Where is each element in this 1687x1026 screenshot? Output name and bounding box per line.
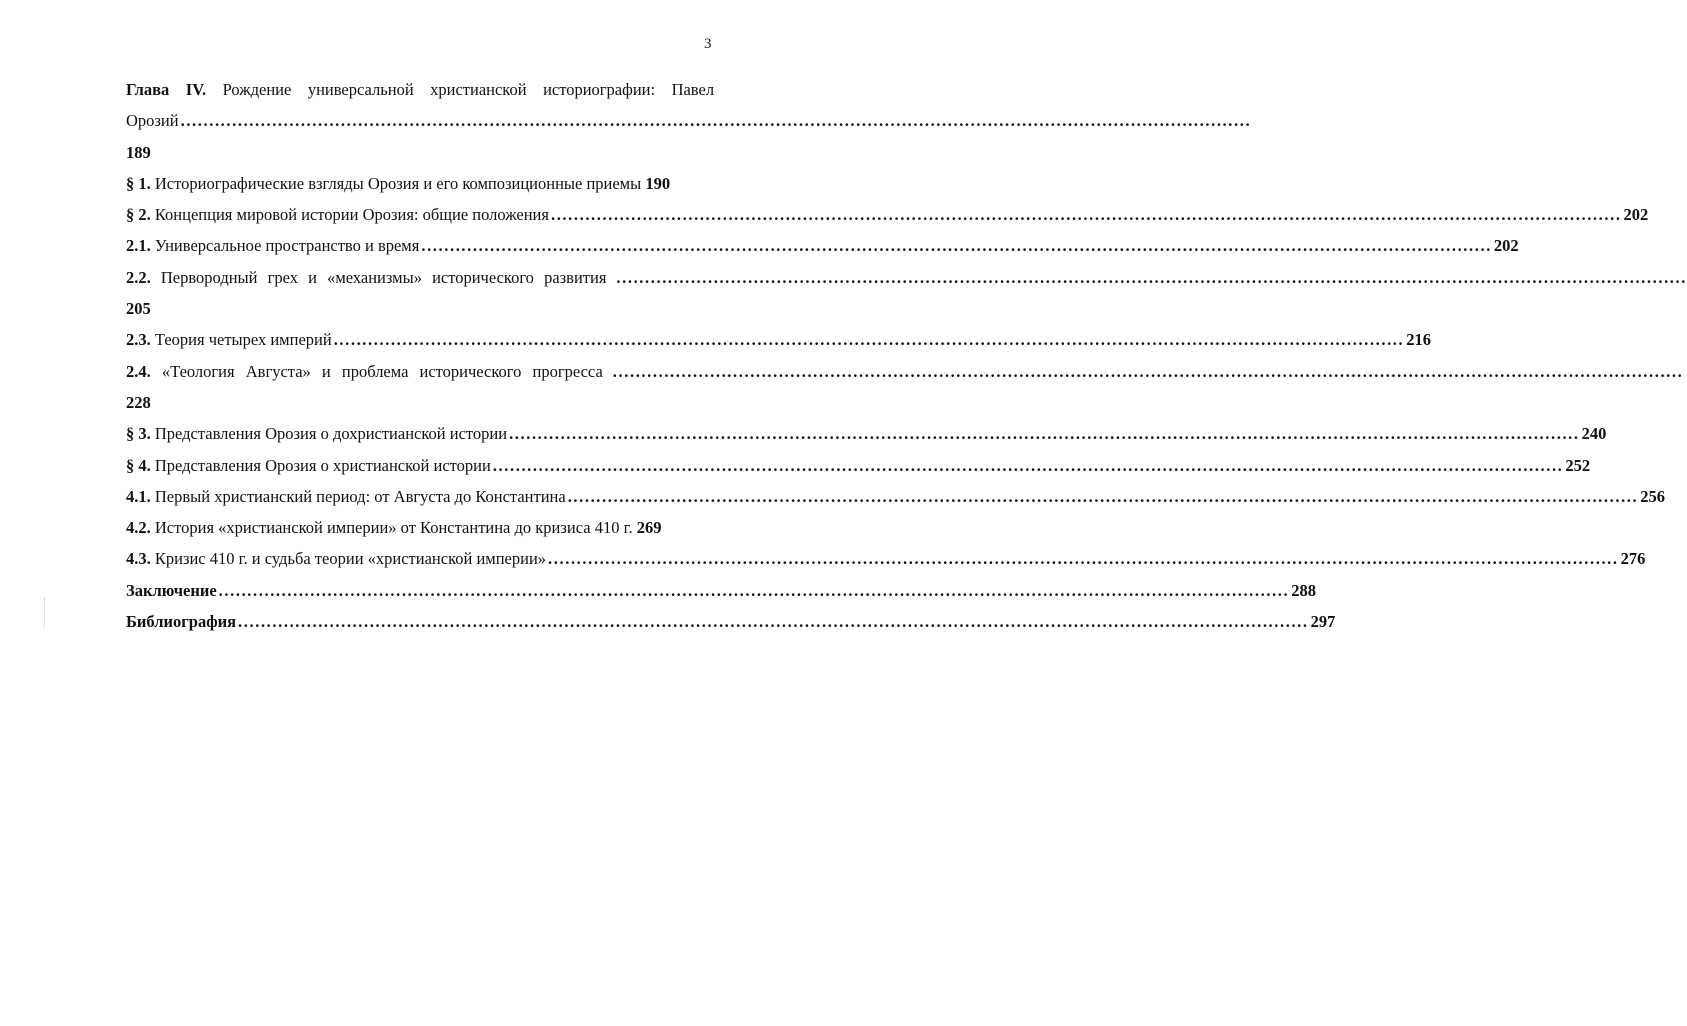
entry-number: § 2. <box>126 205 151 225</box>
entry-number: 2.2. <box>126 267 151 287</box>
toc-entry[interactable] <box>126 481 1666 512</box>
entry-page: 190 <box>645 173 671 193</box>
table-of-contents <box>126 74 1687 637</box>
toc-entry[interactable] <box>126 543 1646 574</box>
entry-number: 4.3. <box>126 549 151 569</box>
entry-title: История «христианской империи» от Константина до кризиса 410 г. <box>154 518 633 538</box>
leader-dots: ........................................................................................................................................................................................... <box>238 612 1309 632</box>
chapter-label: Глава IV. <box>126 80 207 99</box>
chapter-title-line <box>126 74 714 105</box>
entry-word: проблема <box>341 361 409 381</box>
scan-speck <box>44 598 46 628</box>
toc-entry-conclusion[interactable] <box>126 575 1316 606</box>
entry-number: 2.1. <box>126 236 151 256</box>
entry-number: § 4. <box>126 455 151 475</box>
entry-number: § 3. <box>126 424 151 444</box>
toc-entry[interactable] <box>126 262 1687 293</box>
chapter-word: Павел <box>671 80 715 99</box>
leader-dots: ........................................................................................................................................................................................... <box>421 236 1492 256</box>
entry-word: Августа» <box>245 361 311 381</box>
entry-number: § 1. <box>126 173 151 193</box>
chapter-word: Орозий <box>126 111 179 131</box>
entry-title: Первый христианский период: от Августа до Константина <box>154 486 566 506</box>
toc-entry[interactable] <box>126 168 714 199</box>
entry-title: Кризис 410 г. и судьба теории «христианской империи» <box>154 549 547 569</box>
toc-entry[interactable] <box>126 199 1649 230</box>
toc-entry-bibliography[interactable] <box>126 606 1336 637</box>
entry-title: Представления Орозия о дохристианской истории <box>154 424 508 444</box>
entry-page: 297 <box>1310 612 1336 632</box>
entry-page: 256 <box>1640 486 1666 506</box>
leader-dots: ........................................................................................................................................................................................... <box>548 549 1619 569</box>
entry-number: 2.4. <box>126 361 151 381</box>
leader-dots: ........................................................................................................................................................................................... <box>492 455 1564 475</box>
entry-page: 202 <box>1493 236 1519 256</box>
entry-title: Заключение <box>126 580 217 600</box>
toc-entry[interactable] <box>126 450 1591 481</box>
leader-dots: ........................................................................................................................................................................................... <box>550 205 1622 225</box>
entry-number: 4.2. <box>126 518 151 538</box>
chapter-word: Рождение <box>222 80 292 99</box>
entry-word: прогресса <box>532 361 603 381</box>
entry-word: развития <box>544 267 607 287</box>
chapter-word: универсальной <box>307 80 414 99</box>
leader-dots: ........................................................................................................................................................................................... <box>567 486 1639 506</box>
leader-dots: ........................................................................................................................................................................................... <box>333 330 1405 350</box>
chapter-word: историографии: <box>543 80 656 99</box>
chapter-word: христианской <box>430 80 527 99</box>
entry-word: исторического <box>432 267 534 287</box>
entry-title: Представления Орозия о христианской истории <box>154 455 491 475</box>
chapter-title-line2 <box>126 105 1252 136</box>
entry-word: Первородный <box>160 267 258 287</box>
entry-title: Библиография <box>126 612 237 632</box>
entry-word: грех <box>267 267 298 287</box>
leader-dots: ........................................................................................................................................................................................... <box>180 111 1252 131</box>
entry-page: 240 <box>1581 424 1607 444</box>
entry-title: Теория четырех империй <box>154 330 332 350</box>
entry-page: 276 <box>1620 549 1646 569</box>
toc-entry[interactable] <box>126 230 1519 261</box>
entry-word: «механизмы» <box>327 267 422 287</box>
entry-title: Концепция мировой истории Орозия: общие положения <box>154 205 549 225</box>
leader-dots: ........................................................................................................................................................................................... <box>616 267 1687 287</box>
entry-page: 216 <box>1406 330 1432 350</box>
entry-title: Историографические взгляды Орозия и его композиционные приемы <box>154 173 642 193</box>
entry-number: 4.1. <box>126 486 151 506</box>
entry-word: и <box>321 361 331 381</box>
entry-page: 288 <box>1291 580 1316 600</box>
leader-dots: ........................................................................................................................................................................................... <box>509 424 1580 444</box>
entry-word: исторического <box>419 361 522 381</box>
entry-number: 2.3. <box>126 330 151 350</box>
leader-dots: ........................................................................................................................................................................................... <box>612 361 1684 381</box>
entry-page: 252 <box>1565 455 1591 475</box>
entry-word: и <box>308 267 317 287</box>
leader-dots: ........................................................................................................................................................................................... <box>218 580 1290 600</box>
entry-page: 205 <box>126 299 151 319</box>
entry-word: «Теология <box>161 361 235 381</box>
entry-page: 228 <box>126 392 151 412</box>
chapter-page: 189 <box>126 142 151 162</box>
toc-entry[interactable] <box>126 324 1432 355</box>
toc-entry[interactable] <box>126 356 1684 387</box>
toc-entry[interactable] <box>126 512 714 543</box>
entry-page: 202 <box>1623 205 1649 225</box>
entry-page: 269 <box>636 518 662 538</box>
toc-entry[interactable] <box>126 418 1607 449</box>
page-number: 3 <box>704 36 712 52</box>
entry-title: Универсальное пространство и время <box>154 236 420 256</box>
